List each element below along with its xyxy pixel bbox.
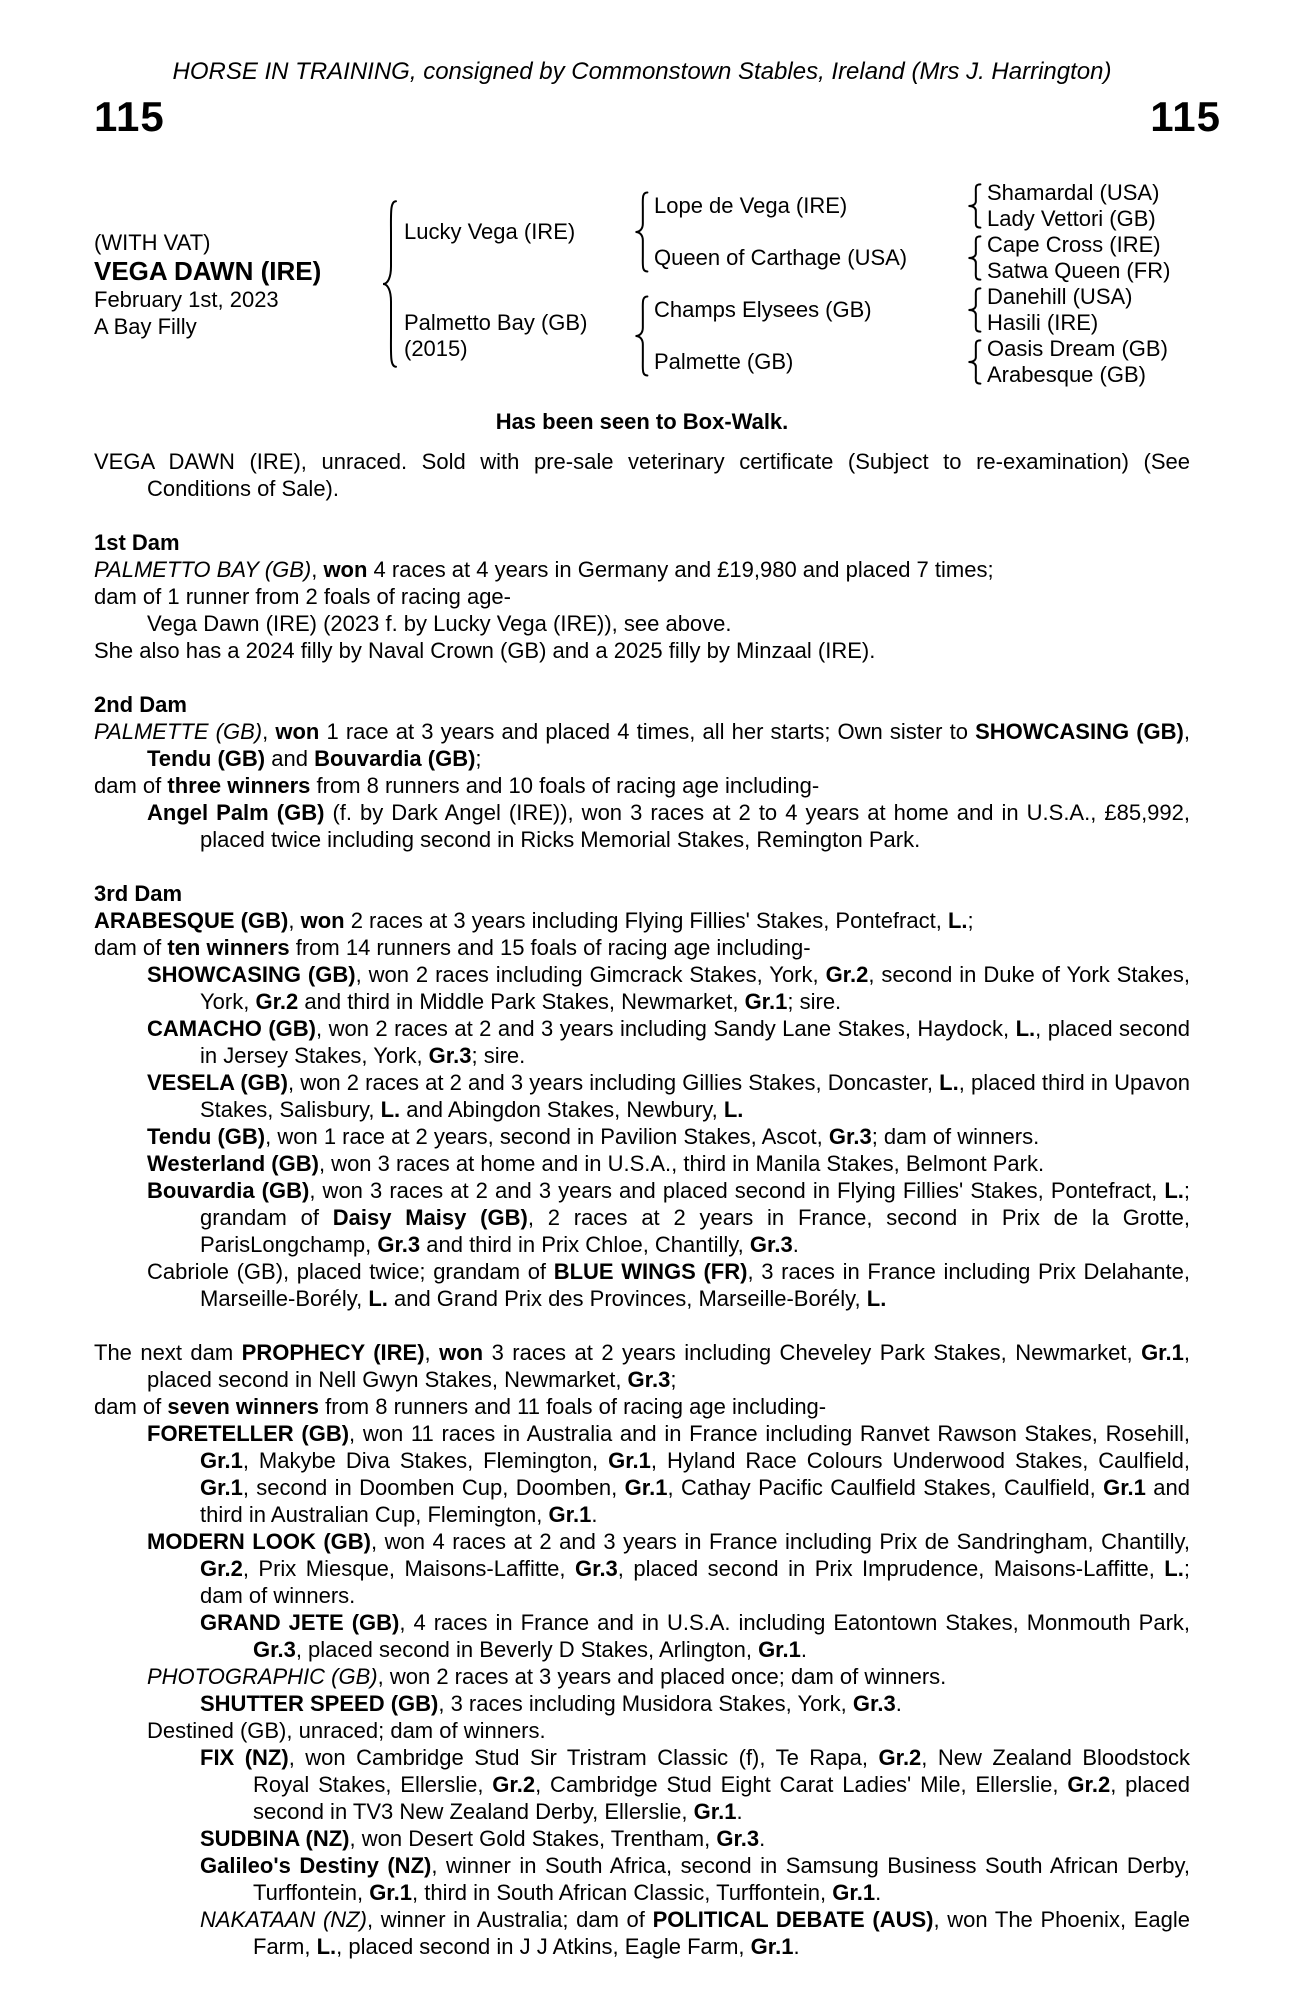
text-segment: VESELA (GB) xyxy=(147,1070,289,1095)
text-segment: and Abingdon Stakes, Newbury, xyxy=(400,1097,724,1122)
text-segment: three winners xyxy=(167,773,311,798)
text-segment: Gr.1 xyxy=(608,1448,651,1473)
horse-description: A Bay Filly xyxy=(94,313,197,339)
text-segment: , xyxy=(424,1340,440,1365)
text-segment: and xyxy=(265,746,315,771)
cabriole-entry xyxy=(94,1258,1190,1312)
text-segment: , 2 races at 2 years in France, second in Prix de la Grotte, ParisLongchamp, xyxy=(200,1205,1191,1257)
text-segment: , xyxy=(311,557,324,582)
text-segment: , won 3 races at home and in U.S.A., third in Manila Stakes, Belmont Park. xyxy=(318,1151,1045,1176)
text-segment: ten winners xyxy=(167,935,290,960)
text-segment: , placed second in TV3 New Zealand Derby, Ellerslie, xyxy=(253,1772,1190,1824)
great-granddam-4 xyxy=(987,362,1315,388)
great-granddam-3 xyxy=(987,310,1315,336)
text-segment: Gr.3 xyxy=(627,1367,671,1392)
text-segment: , won 2 races at 2 and 3 years including Sandy Lane Stakes, Haydock, xyxy=(316,1016,1016,1041)
text-segment: dam of 1 runner from 2 foals of racing age- xyxy=(94,584,511,609)
text-segment: 1 race at 3 years and placed 4 times, all her starts; Own sister to xyxy=(319,719,976,744)
text-segment: from 8 runners and 11 foals of racing age including- xyxy=(319,1394,827,1419)
pedigree-name-text: Satwa Queen (FR) xyxy=(987,258,1171,283)
text-segment: ARABESQUE (GB) xyxy=(94,908,289,933)
text-segment: , xyxy=(288,908,301,933)
text-segment: , second in Duke of York Stakes, York, xyxy=(200,962,1191,1014)
prophecy-produce-note xyxy=(94,1393,1190,1420)
text-segment: PROPHECY (IRE) xyxy=(241,1340,425,1365)
text-segment: , won 2 races including Gimcrack Stakes, York, xyxy=(355,962,826,987)
text-segment: seven winners xyxy=(167,1394,320,1419)
text-segment: , placed second in Prix Imprudence, Maisons-Laffitte, xyxy=(617,1556,1165,1581)
text-segment: and Grand Prix des Provinces, Marseille-Borély, xyxy=(387,1286,867,1311)
text-segment: Gr.3 xyxy=(852,1691,896,1716)
text-segment: NAKATAAN (NZ) xyxy=(200,1907,367,1932)
text-segment: Gr.3 xyxy=(253,1637,296,1662)
lot-number-left: 115 xyxy=(94,93,165,140)
text-segment: . xyxy=(792,1232,799,1257)
text-segment: and third in Middle Park Stakes, Newmarket, xyxy=(298,989,745,1014)
palmette-produce-note xyxy=(94,772,1190,799)
great-granddam-1 xyxy=(987,206,1315,232)
text-segment: L. xyxy=(723,1097,744,1122)
text-segment: , won 1 race at 2 years, second in Pavilion Stakes, Ascot, xyxy=(265,1124,829,1149)
pedigree-name-text: Danehill (USA) xyxy=(987,284,1133,309)
camacho-entry xyxy=(94,1015,1190,1069)
text-segment: . xyxy=(759,1826,766,1851)
text-segment: L. xyxy=(1015,1016,1036,1041)
text-segment: SHOWCASING (GB) xyxy=(975,719,1184,744)
palmetto-bay-foals-note xyxy=(94,637,1190,664)
text-segment: Gr.1 xyxy=(200,1448,243,1473)
text-segment: PHOTOGRAPHIC (GB) xyxy=(147,1664,378,1689)
pedigree-name-text: Arabesque (GB) xyxy=(987,362,1146,387)
text-segment: Gr.2 xyxy=(878,1745,922,1770)
text-segment: won xyxy=(275,719,320,744)
lot-condition-note xyxy=(94,448,1190,502)
text-segment: , won Cambridge Stud Sir Tristram Classic (f), Te Rapa, xyxy=(288,1745,879,1770)
text-segment: , placed second in J J Atkins, Eagle Farm, xyxy=(336,1934,751,1959)
text-segment: , winner in Australia; dam of xyxy=(366,1907,653,1932)
dam-sire-name xyxy=(654,284,961,336)
nakataan-entry xyxy=(94,1906,1190,1960)
vat-note: (WITH VAT) xyxy=(94,229,211,255)
angel-palm-entry xyxy=(94,799,1190,853)
text-segment: won xyxy=(439,1340,484,1365)
sire-sire-text: Lope de Vega (IRE) xyxy=(654,193,848,218)
text-segment: . xyxy=(800,1637,807,1662)
text-segment: 3rd Dam xyxy=(94,881,183,906)
text-segment: dam of xyxy=(94,773,168,798)
text-segment: The next dam xyxy=(94,1340,242,1365)
text-segment: SUDBINA (NZ) xyxy=(200,1826,350,1851)
text-segment: Gr.3 xyxy=(574,1556,618,1581)
text-segment: 2 races at 3 years including Flying Fillies' Stakes, Pontefract, xyxy=(344,908,948,933)
text-segment: PALMETTO BAY (GB) xyxy=(94,557,312,582)
text-segment: , 3 races in France including Prix Delahante, Marseille-Borély, xyxy=(200,1259,1190,1311)
text-segment: dam of xyxy=(94,1394,168,1419)
text-segment: ; xyxy=(967,908,974,933)
text-segment: ; grandam of xyxy=(200,1178,1190,1230)
text-segment: , won 2 races at 2 and 3 years including Gillies Stakes, Doncaster, xyxy=(288,1070,940,1095)
text-segment: Angel Palm (GB) xyxy=(147,800,325,825)
text-segment: , won 2 races at 3 years and placed once; dam of winners. xyxy=(377,1664,947,1689)
text-segment: Bouvardia (GB) xyxy=(147,1178,310,1203)
text-segment: , won 11 races in Australia and in France including Ranvet Rawson Stakes, Rosehill, xyxy=(349,1421,1190,1446)
catalogue-text xyxy=(94,448,1190,1960)
showcasing-entry xyxy=(94,961,1190,1015)
first-dam-heading xyxy=(94,529,1190,556)
text-segment: . xyxy=(793,1934,800,1959)
text-segment: FORETELLER (GB) xyxy=(147,1421,350,1446)
text-segment: Gr.2 xyxy=(825,962,869,987)
text-segment: , third in South African Classic, Turffontein, xyxy=(412,1880,833,1905)
palmetto-bay-produce-note xyxy=(94,583,1190,610)
text-segment: Gr.1 xyxy=(1141,1340,1184,1365)
vega-dawn-produce xyxy=(94,610,1190,637)
lot-details-block xyxy=(94,180,374,388)
text-segment: Gr.1 xyxy=(744,989,788,1014)
text-segment: (f. by Dark Angel (IRE)), won 3 races at 2 to 4 years at home and in U.S.A., £85,992, placed twice including second in Ricks Memorial Stakes, Remington Park. xyxy=(200,800,1190,852)
pedigree-name-text: Cape Cross (IRE) xyxy=(987,232,1161,257)
sudbina-entry xyxy=(94,1825,1190,1852)
text-segment: Gr.3 xyxy=(377,1232,421,1257)
galileos-destiny-entry xyxy=(94,1852,1190,1906)
text-segment: , placed second in Nell Gwyn Stakes, Newmarket, xyxy=(147,1340,1190,1392)
text-segment: from 8 runners and 10 foals of racing age including- xyxy=(310,773,820,798)
palmette-entry xyxy=(94,718,1190,772)
sire-name xyxy=(404,180,628,284)
text-segment: L. xyxy=(947,908,968,933)
text-segment: , second in Doomben Cup, Doomben, xyxy=(242,1475,625,1500)
text-segment: , winner in South Africa, second in Samsung Business South African Derby, Turffontein, xyxy=(253,1853,1191,1905)
dam-name-text: Palmetto Bay (GB) xyxy=(404,310,588,335)
text-segment: , 3 races including Musidora Stakes, York, xyxy=(438,1691,853,1716)
text-segment: Gr.2 xyxy=(1067,1772,1111,1797)
text-segment: ; sire. xyxy=(471,1043,526,1068)
consignment-line: HORSE IN TRAINING, consigned by Commonstown Stables, Ireland (Mrs J. Harrington) xyxy=(172,58,1112,85)
text-segment: Tendu (GB) xyxy=(147,746,266,771)
text-segment: L. xyxy=(1164,1178,1184,1203)
text-segment: CAMACHO (GB) xyxy=(147,1016,316,1041)
dam-year: (2015) xyxy=(404,336,468,361)
text-segment: FIX (NZ) xyxy=(200,1745,289,1770)
text-segment: ; sire. xyxy=(787,989,842,1014)
text-segment: , won 3 races at 2 and 3 years and placed second in Flying Fillies' Stakes, Pontefract, xyxy=(309,1178,1165,1203)
vesela-entry xyxy=(94,1069,1190,1123)
text-segment: L. xyxy=(380,1097,401,1122)
palmetto-bay-entry xyxy=(94,556,1190,583)
brace-icon xyxy=(377,196,401,372)
text-segment: Vega Dawn (IRE) (2023 f. by Lucky Vega (IRE)), see above. xyxy=(147,611,732,636)
text-segment: L. xyxy=(939,1070,959,1095)
fix-entry xyxy=(94,1744,1190,1825)
text-segment: Cabriole (GB), placed twice; grandam of xyxy=(147,1259,554,1284)
great-grandsire-1 xyxy=(987,180,1315,206)
text-segment: Gr.2 xyxy=(200,1556,243,1581)
text-segment: MODERN LOOK (GB) xyxy=(147,1529,371,1554)
text-segment: , Cambridge Stud Eight Carat Ladies' Mile, Ellerslie, xyxy=(535,1772,1068,1797)
text-segment: L. xyxy=(1164,1556,1184,1581)
text-segment: SHUTTER SPEED (GB) xyxy=(200,1691,439,1716)
text-segment: POLITICAL DEBATE (AUS) xyxy=(652,1907,934,1932)
text-segment: ; xyxy=(475,746,482,771)
arabesque-produce-note xyxy=(94,934,1190,961)
photographic-entry xyxy=(94,1663,1190,1690)
text-segment: 3 races at 2 years including Cheveley Park Stakes, Newmarket, xyxy=(483,1340,1142,1365)
foreteller-entry xyxy=(94,1420,1190,1528)
text-segment: , placed second in Beverly D Stakes, Arlington, xyxy=(295,1637,759,1662)
text-segment: , won 4 races at 2 and 3 years in France including Prix de Sandringham, Chantilly, xyxy=(371,1529,1191,1554)
text-segment: , placed third in Upavon Stakes, Salisbury, xyxy=(200,1070,1190,1122)
text-segment: and third in Australian Cup, Flemington, xyxy=(200,1475,1190,1527)
prophecy-entry xyxy=(94,1339,1190,1393)
bouvardia-entry xyxy=(94,1177,1190,1258)
text-segment: Gr.3 xyxy=(428,1043,472,1068)
text-segment: Gr.1 xyxy=(200,1475,243,1500)
text-segment: ; dam of winners. xyxy=(871,1124,1040,1149)
dam-name xyxy=(404,284,628,388)
text-segment: Gr.1 xyxy=(369,1880,412,1905)
brace-icon xyxy=(630,294,652,378)
lot-number-right: 115 xyxy=(1150,93,1221,140)
foal-date: February 1st, 2023 xyxy=(94,286,279,312)
text-segment: , New Zealand Bloodstock Royal Stakes, Ellerslie, xyxy=(253,1745,1190,1797)
text-segment: SHOWCASING (GB) xyxy=(147,962,356,987)
brace-icon xyxy=(963,183,985,229)
text-segment: Galileo's Destiny (NZ) xyxy=(200,1853,432,1878)
dam-dam-name xyxy=(654,336,961,388)
text-segment: , xyxy=(1183,719,1190,744)
text-segment: and third in Prix Chloe, Chantilly, xyxy=(420,1232,750,1257)
text-segment: Daisy Maisy (GB) xyxy=(332,1205,528,1230)
text-segment: ; xyxy=(670,1367,677,1392)
text-segment: Gr.1 xyxy=(758,1637,801,1662)
lot-number-row xyxy=(94,94,1221,140)
text-segment: Gr.1 xyxy=(832,1880,876,1905)
text-segment: from 14 runners and 15 foals of racing age including- xyxy=(289,935,811,960)
text-segment: Tendu (GB) xyxy=(147,1124,266,1149)
text-segment: . xyxy=(591,1502,598,1527)
text-segment: ; dam of winners. xyxy=(200,1556,1190,1608)
brace-icon xyxy=(963,339,985,385)
text-segment: Gr.1 xyxy=(548,1502,592,1527)
dam-sire-text: Champs Elysees (GB) xyxy=(654,297,872,322)
text-segment: L. xyxy=(316,1934,337,1959)
box-walk-notice: Has been seen to Box-Walk. xyxy=(495,409,789,434)
text-segment: GRAND JETE (GB) xyxy=(200,1610,400,1635)
sire-name-text: Lucky Vega (IRE) xyxy=(404,219,576,244)
text-segment: L. xyxy=(368,1286,388,1311)
text-segment: PALMETTE (GB) xyxy=(94,719,263,744)
text-segment: . xyxy=(875,1880,882,1905)
text-segment: , won The Phoenix, Eagle Farm, xyxy=(253,1907,1190,1959)
modern-look-entry xyxy=(94,1528,1190,1609)
pedigree-name-text: Shamardal (USA) xyxy=(987,180,1160,205)
text-segment: . xyxy=(736,1799,743,1824)
text-segment: , won Desert Gold Stakes, Trentham, xyxy=(349,1826,717,1851)
text-segment: , Prix Miesque, Maisons-Laffitte, xyxy=(242,1556,575,1581)
text-segment: , placed second in Jersey Stakes, York, xyxy=(200,1016,1190,1068)
text-segment: 4 races at 4 years in Germany and £19,980 and placed 7 times; xyxy=(367,557,994,582)
text-segment: . xyxy=(895,1691,902,1716)
brace-icon xyxy=(630,190,652,274)
great-grandsire-2 xyxy=(987,232,1315,258)
text-segment: Gr.1 xyxy=(750,1934,794,1959)
pedigree-name-text: Lady Vettori (GB) xyxy=(987,206,1156,231)
text-segment: BLUE WINGS (FR) xyxy=(553,1259,748,1284)
text-segment: Gr.3 xyxy=(749,1232,793,1257)
text-segment: , 4 races in France and in U.S.A. including Eatontown Stakes, Monmouth Park, xyxy=(399,1610,1191,1635)
text-segment: 2nd Dam xyxy=(94,692,187,717)
great-grandsire-4 xyxy=(987,336,1315,362)
great-grandsire-3 xyxy=(987,284,1315,310)
sire-dam-name xyxy=(654,232,961,284)
text-segment: , xyxy=(262,719,276,744)
text-segment: Gr.1 xyxy=(693,1799,737,1824)
sire-dam-text: Queen of Carthage (USA) xyxy=(654,245,908,270)
text-segment: Gr.2 xyxy=(492,1772,536,1797)
brace-icon xyxy=(963,287,985,333)
text-segment: VEGA DAWN (IRE), unraced. Sold with pre-sale veterinary certificate (Subject to re-examination) (See Conditions of Sale). xyxy=(94,449,1190,501)
text-segment: Gr.2 xyxy=(255,989,299,1014)
westerland-entry xyxy=(94,1150,1190,1177)
brace-icon xyxy=(963,235,985,281)
text-segment: L. xyxy=(866,1286,887,1311)
text-segment: Gr.1 xyxy=(624,1475,668,1500)
grand-jete-entry xyxy=(94,1609,1190,1663)
text-segment: Destined (GB), unraced; dam of winners. xyxy=(147,1718,546,1743)
sire-sire-name xyxy=(654,180,961,232)
text-segment: She also has a 2024 filly by Naval Crown (GB) and a 2025 filly by Minzaal (IRE). xyxy=(94,638,876,663)
pedigree-name-text: Oasis Dream (GB) xyxy=(987,336,1168,361)
text-segment: Gr.3 xyxy=(828,1124,872,1149)
text-segment: , Hyland Race Colours Underwood Stakes, Caulfield, xyxy=(650,1448,1190,1473)
horse-name: VEGA DAWN (IRE) xyxy=(94,255,322,286)
text-segment: 1st Dam xyxy=(94,530,180,555)
shutter-speed-entry xyxy=(94,1690,1190,1717)
text-segment: Gr.3 xyxy=(716,1826,760,1851)
text-segment: dam of xyxy=(94,935,168,960)
arabesque-entry xyxy=(94,907,1190,934)
text-segment: won xyxy=(300,908,345,933)
second-dam-heading xyxy=(94,691,1190,718)
text-segment: Bouvardia (GB) xyxy=(314,746,476,771)
tendu-entry xyxy=(94,1123,1190,1150)
text-segment: won xyxy=(323,557,368,582)
great-granddam-2 xyxy=(987,258,1315,284)
text-segment: Westerland (GB) xyxy=(147,1151,319,1176)
text-segment: Gr.1 xyxy=(1103,1475,1146,1500)
pedigree-name-text: Hasili (IRE) xyxy=(987,310,1099,335)
dam-dam-text: Palmette (GB) xyxy=(654,349,794,374)
destined-entry xyxy=(94,1717,1190,1744)
pedigree-table xyxy=(94,180,1315,388)
third-dam-heading xyxy=(94,880,1190,907)
text-segment: , Cathay Pacific Caulfield Stakes, Caulfield, xyxy=(667,1475,1104,1500)
text-segment: , Makybe Diva Stakes, Flemington, xyxy=(242,1448,609,1473)
